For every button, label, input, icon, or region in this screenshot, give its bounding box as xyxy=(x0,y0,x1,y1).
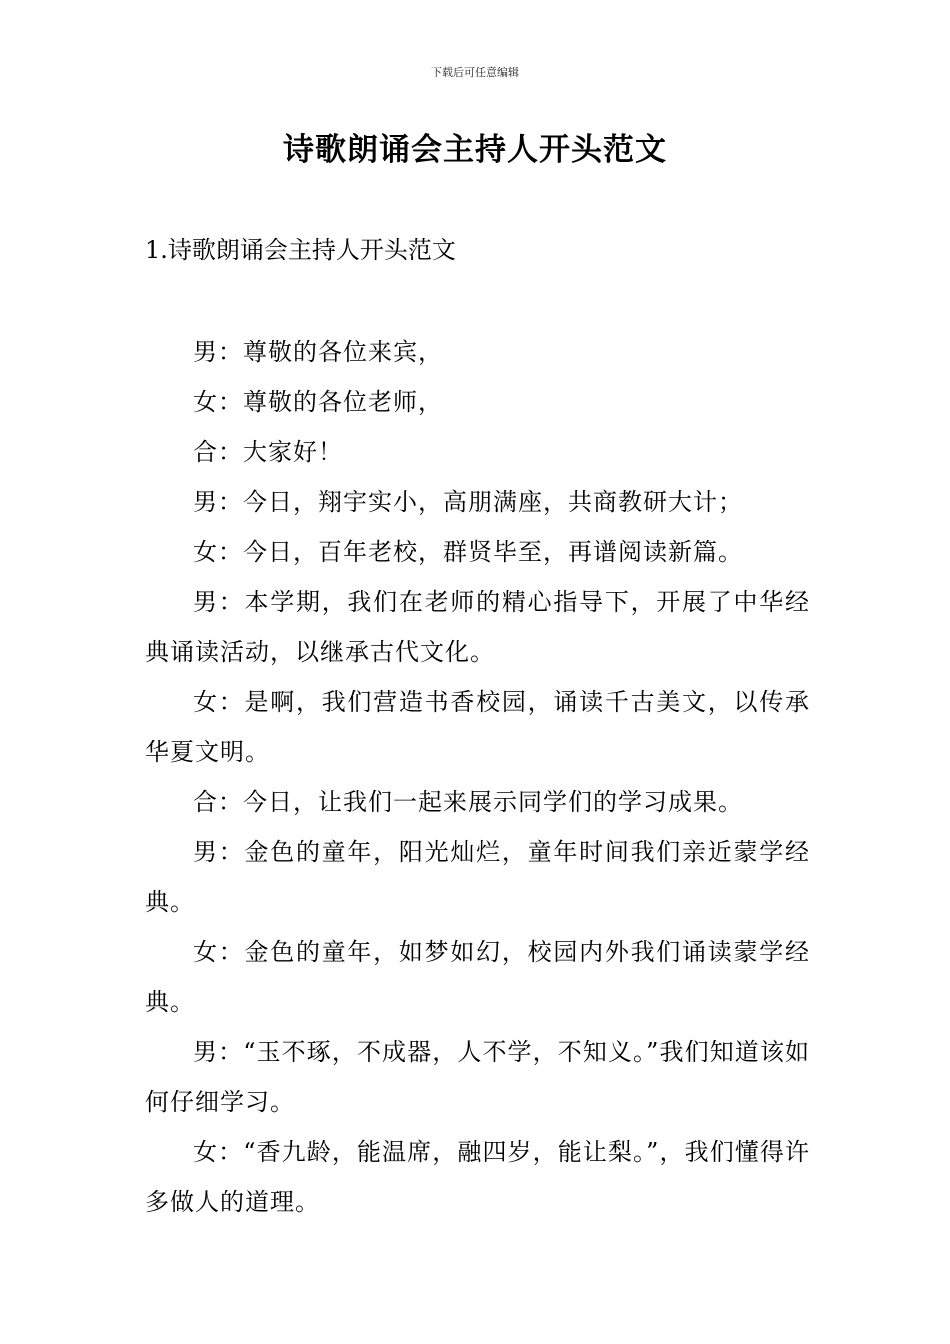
paragraph: 女：“香九龄，能温席，融四岁，能让梨。”，我们懂得许多做人的道理。 xyxy=(145,1138,810,1216)
paragraph: 女：今日，百年老校，群贤毕至，再谱阅读新篇。 xyxy=(193,538,743,566)
paragraph: 女：是啊，我们营造书香校园，诵读千古美文，以传承华夏文明。 xyxy=(145,688,810,766)
paragraph: 男：“玉不琢，不成器，人不学，不知义。”我们知道该如何仔细学习。 xyxy=(145,1038,810,1116)
paragraph: 男：金色的童年，阳光灿烂，童年时间我们亲近蒙学经典。 xyxy=(145,838,810,916)
paragraph: 女：金色的童年，如梦如幻，校园内外我们诵读蒙学经典。 xyxy=(145,938,810,1016)
paragraph: 男：今日，翔宇实小，高朋满座，共商教研大计； xyxy=(193,488,743,516)
paragraph: 男：尊敬的各位来宾， xyxy=(193,338,443,366)
header-note: 下载后可任意编辑 xyxy=(431,66,519,79)
paragraph: 女：尊敬的各位老师， xyxy=(193,388,443,416)
section-heading: 1.诗歌朗诵会主持人开头范文 xyxy=(145,236,456,264)
document-body xyxy=(145,327,810,1227)
paragraph: 合：大家好！ xyxy=(193,438,343,466)
paragraph: 合：今日，让我们一起来展示同学们的学习成果。 xyxy=(193,788,743,816)
paragraph: 男：本学期，我们在老师的精心指导下，开展了中华经典诵读活动，以继承古代文化。 xyxy=(145,588,810,666)
document-title: 诗歌朗诵会主持人开头范文 xyxy=(283,132,667,168)
